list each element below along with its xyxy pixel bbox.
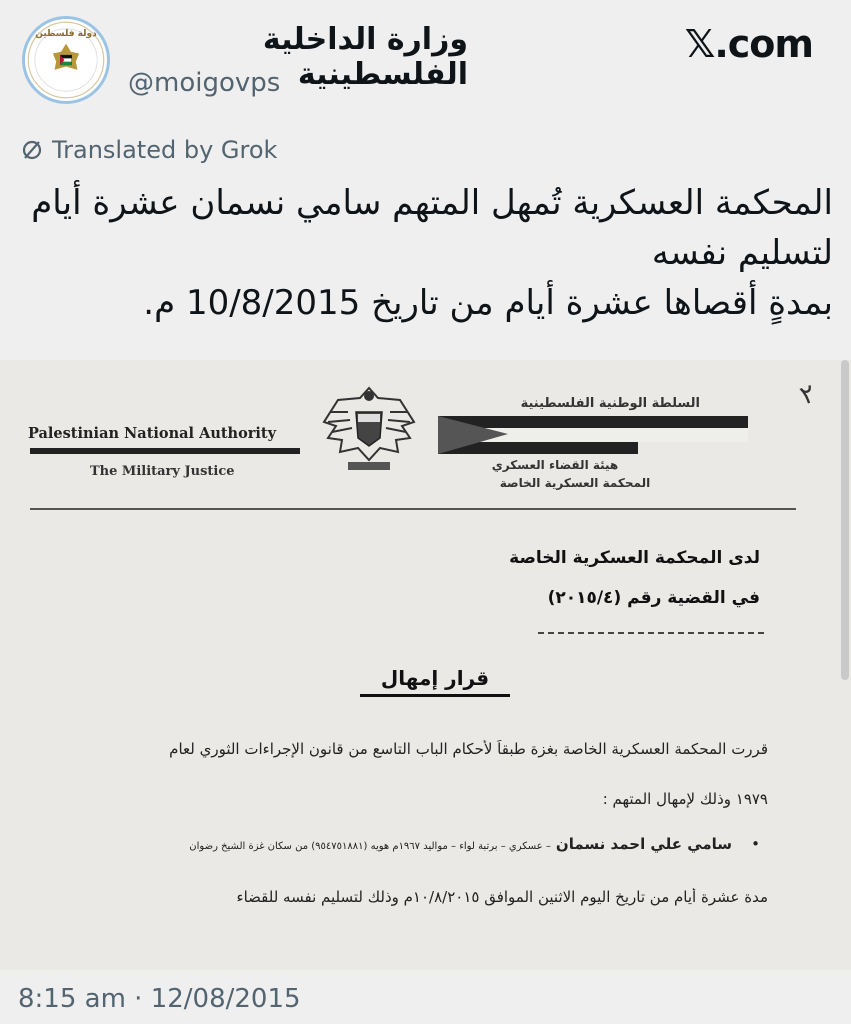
scrollbar[interactable] (839, 360, 851, 970)
scrollbar-thumb[interactable] (841, 360, 849, 680)
doc-en-rule (30, 448, 300, 454)
attached-document-image[interactable] (0, 360, 851, 970)
tweet-line: المحكمة العسكرية تُمهل المتهم سامي نسمان عشرة أيام (31, 183, 833, 223)
doc-divider (30, 508, 796, 510)
doc-case-line: في القضية رقم (٢٠١٥/٤) (547, 588, 760, 608)
tweet-line: بمدةٍ أقصاها عشرة أيام من تاريخ 10/8/2015 م. (143, 283, 833, 323)
avatar[interactable] (22, 16, 110, 104)
translated-by-grok[interactable] (20, 136, 277, 164)
x-logo-site: 𝕏.com (684, 22, 813, 66)
account-handle[interactable]: @moigovps (128, 68, 281, 98)
doc-accused-line (80, 834, 760, 853)
doc-en-authority: Palestinian National Authority (28, 425, 277, 442)
doc-ar-judiciary: هيئة القضاء العسكري (491, 458, 619, 472)
eagle-emblem-icon (318, 382, 420, 474)
account-name[interactable]: وزارة الداخلية الفلسطينية (262, 22, 468, 92)
bullet: • (751, 835, 760, 853)
doc-paragraph: مدة عشرة أيام من تاريخ اليوم الاثنين الموافق ١٠/٨/٢٠١٥م وذلك لتسليم نفسه للقضاء (236, 888, 768, 906)
doc-en-military: The Military Justice (90, 464, 235, 479)
doc-ar-authority: السلطة الوطنية الفلسطينية (520, 396, 700, 411)
doc-paragraph: ١٩٧٩ وذلك لإمهال المتهم : (602, 790, 768, 808)
doc-accused-name: سامي علي احمد نسمان (555, 835, 733, 853)
doc-accused-details: – عسكري – برتبة لواء – مواليد ١٩٦٧م هويه (٩٥٤٧٥١٨٨١) من سكان غزة الشيخ رضوان (189, 841, 551, 852)
doc-court-line: لدى المحكمة العسكرية الخاصة (509, 548, 760, 568)
doc-ar-court: المحكمة العسكرية الخاصة (499, 476, 651, 490)
tweet-header (0, 0, 851, 130)
avatar-text: دولة فلسطين (35, 29, 97, 39)
translated-label: Translated by Grok (52, 136, 278, 164)
flag-icon (438, 412, 748, 458)
tweet-line: لتسليم نفسه (651, 233, 833, 273)
doc-paragraph: قررت المحكمة العسكرية الخاصة بغزة طبقاً لأحكام الباب التاسع من قانون الإجراءات الثوري لعام (169, 740, 768, 758)
doc-dashed-rule (538, 632, 764, 634)
tweet-timestamp[interactable]: 8:15 am · 12/08/2015 (18, 984, 301, 1014)
translate-off-icon (20, 138, 44, 162)
doc-corner-mark: ٢ (796, 378, 820, 412)
doc-title: قرار إمهال (360, 666, 510, 697)
tweet-text (31, 178, 833, 328)
